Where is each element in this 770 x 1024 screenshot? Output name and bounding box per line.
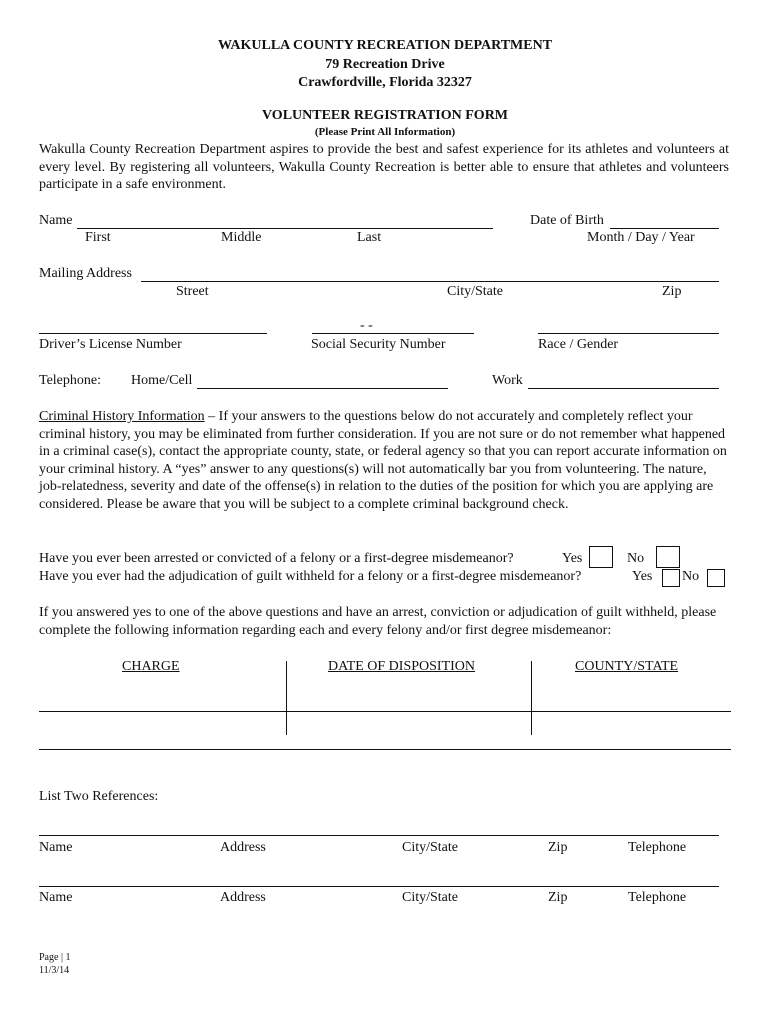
department-title: WAKULLA COUNTY RECREATION DEPARTMENT — [217, 38, 553, 53]
street-caption: Street — [176, 284, 209, 299]
work-input-line[interactable] — [528, 388, 719, 389]
address-city: Crawfordville, Florida 32327 — [298, 75, 472, 90]
reference-1-name-caption: Name — [39, 840, 73, 855]
q1-yes-label: Yes — [562, 551, 583, 566]
print-instruction: (Please Print All Information) — [314, 126, 456, 138]
dob-input-line[interactable] — [610, 228, 719, 229]
criminal-history-paragraph — [39, 408, 731, 513]
q2-yes-label: Yes — [632, 569, 653, 584]
address-street: 79 Recreation Drive — [325, 57, 445, 72]
reference-1-address-caption: Address — [220, 840, 266, 855]
home-cell-label: Home/Cell — [131, 373, 193, 388]
mailing-address-input-line[interactable] — [141, 281, 719, 282]
table-divider-2 — [531, 661, 532, 735]
drivers-license-input-line[interactable] — [39, 333, 267, 334]
reference-2-city-state-caption: City/State — [402, 890, 458, 905]
footer-page-number: Page | 1 — [39, 952, 71, 963]
ssn-caption: Social Security Number — [311, 337, 446, 352]
question-arrested: Have you ever been arrested or convicted of a felony or a first-degree misdemeanor? — [39, 551, 514, 566]
name-label: Name — [39, 213, 73, 228]
followup-paragraph: If you answered yes to one of the above questions and have an arrest, conviction or adjudication of guilt withheld, please complete the following information regarding each and every felony and/or first degree misdemeanor: — [39, 605, 717, 638]
question-adjudication: Have you ever had the adjudication of guilt withheld for a felony or a first-degree misdemeanor? — [39, 569, 582, 584]
reference-1-city-state-caption: City/State — [402, 840, 458, 855]
intro-paragraph: Wakulla County Recreation Department aspires to provide the best and safest experience for its athletes and volunteers at every level. By registering all volunteers, Wakulla County Recreation is better able to ensure that athletes and volunteers participate in a safe environment. — [39, 142, 729, 192]
mailing-address-label: Mailing Address — [39, 266, 132, 281]
reference-1-zip-caption: Zip — [548, 840, 568, 855]
table-row-line-2[interactable] — [39, 749, 731, 750]
dob-label: Date of Birth — [530, 213, 604, 228]
name-middle-caption: Middle — [221, 230, 262, 245]
references-title: List Two References: — [39, 789, 159, 804]
reference-1-telephone-caption: Telephone — [628, 840, 687, 855]
footer-date: 11/3/14 — [39, 965, 70, 976]
zip-caption: Zip — [662, 284, 682, 299]
q2-yes-checkbox[interactable] — [662, 569, 680, 587]
form-title: VOLUNTEER REGISTRATION FORM — [261, 108, 509, 123]
table-divider-1 — [286, 661, 287, 735]
county-state-column-header: COUNTY/STATE — [575, 659, 679, 674]
date-of-disposition-column-header: DATE OF DISPOSITION — [328, 659, 476, 674]
q2-no-checkbox[interactable] — [707, 569, 725, 587]
dob-format-caption: Month / Day / Year — [587, 230, 695, 245]
q1-yes-checkbox[interactable] — [589, 546, 613, 568]
criminal-history-heading: Criminal History Information — [39, 409, 205, 424]
home-cell-input-line[interactable] — [197, 388, 448, 389]
telephone-label: Telephone: — [39, 373, 101, 388]
charge-column-header: CHARGE — [122, 659, 180, 674]
work-label: Work — [492, 373, 523, 388]
name-last-caption: Last — [357, 230, 382, 245]
reference-2-name-caption: Name — [39, 890, 73, 905]
ssn-dashes: - - — [360, 318, 373, 333]
reference-1-input-line[interactable] — [39, 835, 719, 836]
name-first-caption: First — [85, 230, 111, 245]
name-input-line[interactable] — [77, 228, 493, 229]
q1-no-checkbox[interactable] — [656, 546, 680, 568]
reference-2-address-caption: Address — [220, 890, 266, 905]
q1-no-label: No — [627, 551, 645, 566]
reference-2-zip-caption: Zip — [548, 890, 568, 905]
reference-2-telephone-caption: Telephone — [628, 890, 687, 905]
race-gender-input-line[interactable] — [538, 333, 719, 334]
reference-2-input-line[interactable] — [39, 886, 719, 887]
ssn-input-line[interactable] — [312, 333, 474, 334]
city-state-caption: City/State — [447, 284, 503, 299]
race-gender-caption: Race / Gender — [538, 337, 619, 352]
table-row-line-1[interactable] — [39, 711, 731, 712]
drivers-license-caption: Driver’s License Number — [39, 337, 182, 352]
criminal-history-text: – If your answers to the questions below do not accurately and completely reflect your criminal history, you may be eliminated from further consideration. If you are not sure or do not remember what happened in a criminal case(s), contact the appropriate county, state, or federal agency so that you can report accurate information on your criminal history. A “yes” answer to any questions(s) will not automatically bar you from volunteering. The nature, job-relatedness, severity and date of the offense(s) in relation to the duties of the position for which you are applying are considered. Please be aware that you will be subject to a complete criminal background check. — [39, 409, 727, 512]
q2-no-label: No — [682, 569, 700, 584]
